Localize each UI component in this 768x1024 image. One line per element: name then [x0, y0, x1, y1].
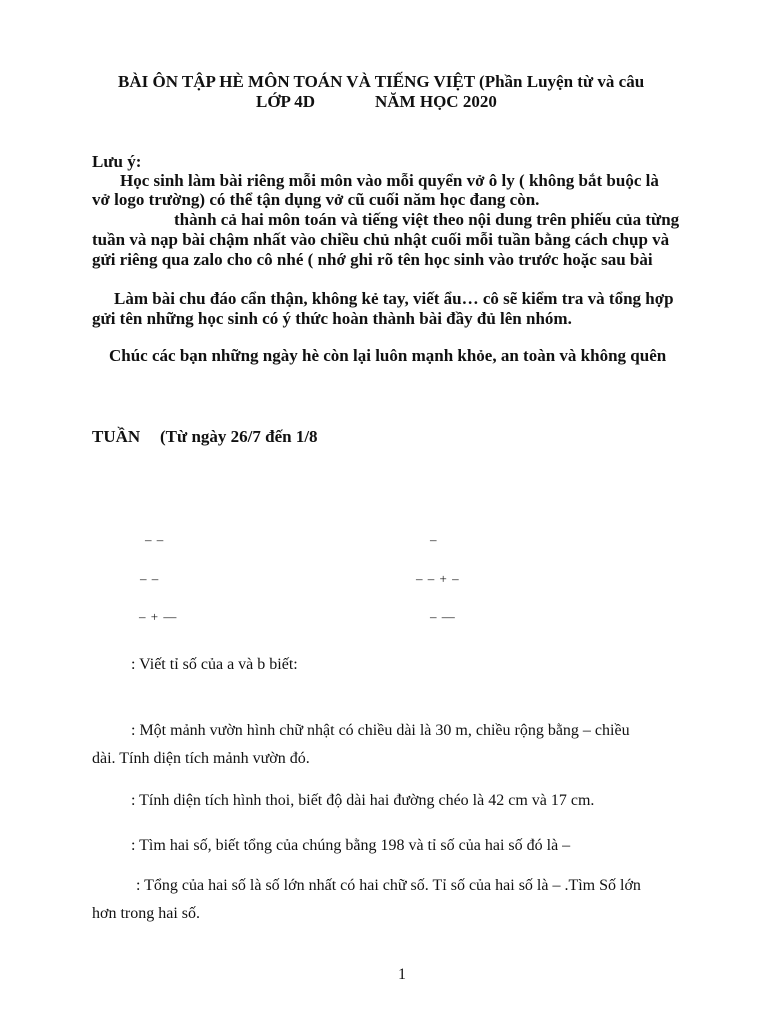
note-paragraph-line: vở logo trường) có thể tận dụng vở cũ cuối năm học đang còn. [92, 190, 540, 209]
school-year-label: NĂM HỌC 2020 [375, 92, 497, 111]
class-label: LỚP 4D [256, 92, 316, 111]
week-date-range: (Từ ngày 26/7 đến 1/8 [160, 427, 318, 446]
math-expression: – — [430, 609, 456, 624]
math-expression: – – + – [416, 571, 460, 586]
exercise-text: : Viết tỉ số của a và b biết: [131, 656, 298, 673]
math-expression: – [430, 532, 438, 547]
exercise-text: : Một mảnh vườn hình chữ nhật có chiều dài là 30 m, chiều rộng bằng – chiều [131, 722, 630, 739]
note-paragraph-line: gửi riêng qua zalo cho cô nhé ( nhớ ghi rõ tên học sinh vào trước hoặc sau bài [92, 250, 653, 269]
note-paragraph-line: gửi tên những học sinh có ý thức hoàn thành bài đầy đủ lên nhóm. [92, 309, 572, 328]
note-paragraph-line: tuần và nạp bài chậm nhất vào chiều chủ nhật cuối mỗi tuần bằng cách chụp và [92, 230, 670, 249]
exercise-text: hơn trong hai số. [92, 905, 201, 922]
math-expression: – – [145, 532, 165, 547]
week-label: TUẦN [92, 427, 141, 446]
page-title: BÀI ÔN TẬP HÈ MÔN TOÁN VÀ TIẾNG VIỆT (Phần Luyện từ và câu [118, 72, 645, 91]
page-number: 1 [398, 966, 406, 983]
math-expression: – – [140, 571, 160, 586]
note-paragraph-line: Làm bài chu đáo cẩn thận, không kẻ tay, viết ẩu… cô sẽ kiểm tra và tổng hợp [114, 289, 674, 308]
note-paragraph-line: Học sinh làm bài riêng mỗi môn vào mỗi quyển vở ô ly ( không bắt buộc là [120, 171, 659, 190]
math-expression: – + — [139, 609, 178, 624]
exercise-text: dài. Tính diện tích mảnh vườn đó. [92, 750, 310, 767]
note-paragraph-line: thành cả hai môn toán và tiếng việt theo nội dung trên phiếu của từng [174, 210, 680, 229]
exercise-text: : Tổng của hai số là số lớn nhất có hai chữ số. Tỉ số của hai số là – .Tìm Số lớn [136, 877, 641, 894]
exercise-text: : Tìm hai số, biết tổng của chúng bằng 198 và tỉ số của hai số đó là – [131, 837, 571, 854]
note-wishes: Chúc các bạn những ngày hè còn lại luôn mạnh khỏe, an toàn và không quên [109, 346, 667, 365]
note-heading: Lưu ý: [92, 152, 142, 171]
exercise-text: : Tính diện tích hình thoi, biết độ dài hai đường chéo là 42 cm và 17 cm. [131, 792, 595, 809]
